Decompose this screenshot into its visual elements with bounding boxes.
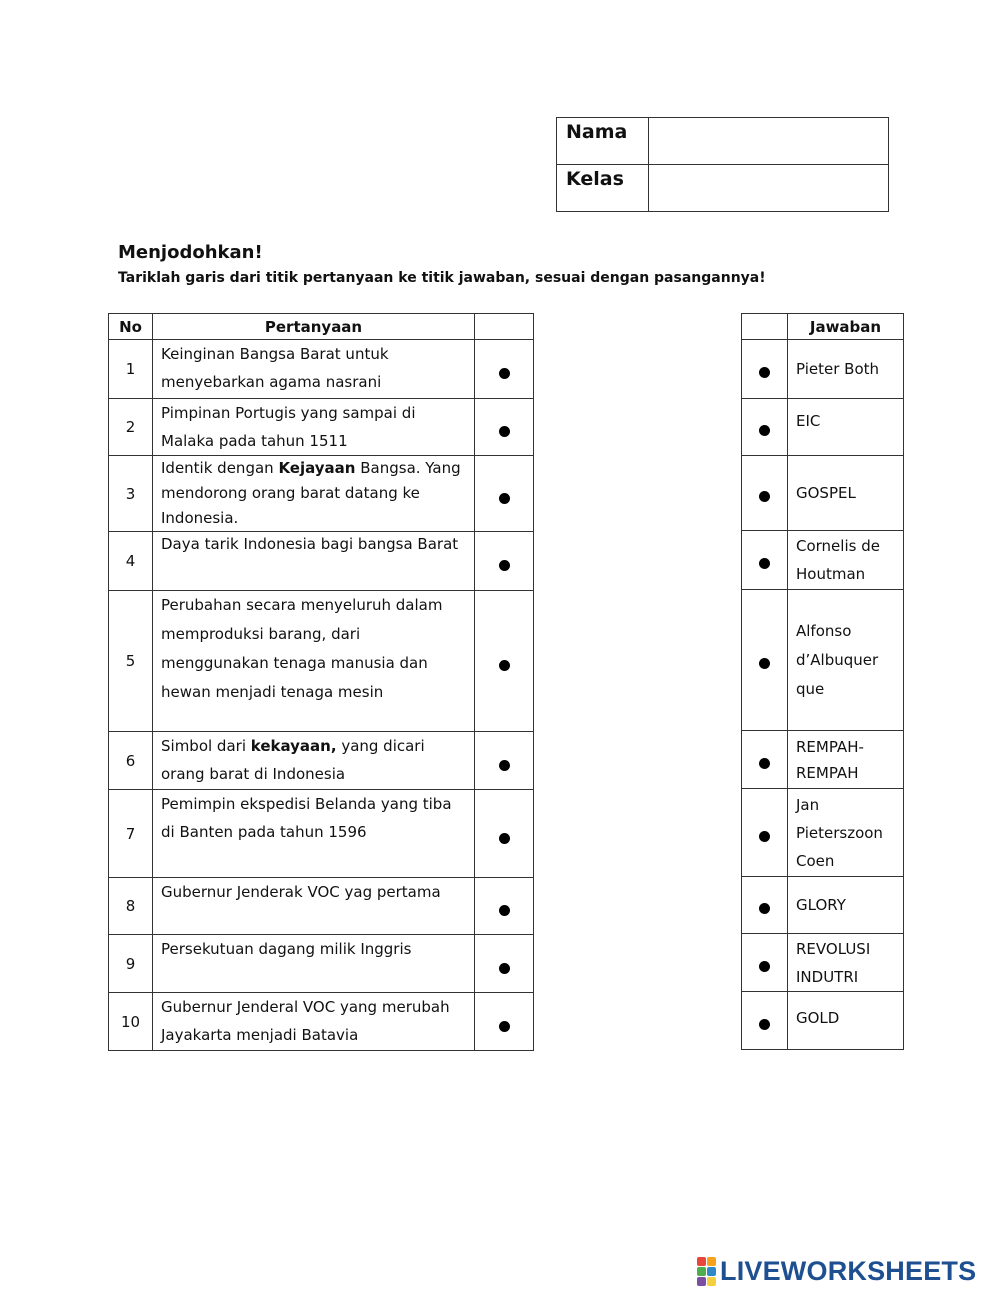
question-dot[interactable] [475,732,534,790]
question-text: Gubernur Jenderak VOC yag pertama [153,878,475,935]
answer-dot[interactable] [742,789,788,877]
question-dot[interactable] [475,456,534,532]
col-no-header: No [109,314,153,340]
question-number: 2 [109,399,153,456]
answer-dot[interactable] [742,992,788,1050]
question-text: Gubernur Jenderal VOC yang merubah Jayakarta menjadi Batavia [153,993,475,1051]
question-number: 3 [109,456,153,532]
answer-text: GOLD [788,992,904,1050]
connector-dot[interactable] [499,660,510,671]
question-table [108,313,534,1051]
worksheet-title: Menjodohkan! [118,242,263,263]
table-row [109,732,534,790]
logo-text: LIVEWORKSHEETS [720,1255,977,1286]
connector-dot[interactable] [499,426,510,437]
answer-text: GOSPEL [788,456,904,531]
question-number: 4 [109,532,153,591]
question-text: Identik dengan Kejayaan Bangsa. Yang mendorong orang barat datang ke Indonesia. [153,456,475,532]
question-number: 7 [109,790,153,878]
table-row [109,340,534,399]
question-dot[interactable] [475,993,534,1051]
connector-dot[interactable] [759,558,770,569]
question-dot[interactable] [475,878,534,935]
answer-dot[interactable] [742,590,788,731]
table-row [742,531,904,590]
table-row [109,591,534,732]
question-number: 6 [109,732,153,790]
connector-dot[interactable] [499,833,510,844]
connector-dot[interactable] [759,491,770,502]
table-row [742,456,904,531]
connector-dot[interactable] [759,961,770,972]
answer-dot[interactable] [742,731,788,789]
name-field[interactable] [649,118,889,165]
answer-dot[interactable] [742,934,788,992]
answer-dot[interactable] [742,399,788,456]
question-text: Persekutuan dagang milik Inggris [153,935,475,993]
table-row [742,731,904,789]
question-dot[interactable] [475,399,534,456]
connector-dot[interactable] [759,758,770,769]
logo-mark-icon [697,1257,716,1286]
connector-dot[interactable] [499,368,510,379]
table-row [742,992,904,1050]
question-text: Pemimpin ekspedisi Belanda yang tiba di Banten pada tahun 1596 [153,790,475,878]
table-row [742,934,904,992]
col-dot-header [742,314,788,340]
answer-text: Cornelis de Houtman [788,531,904,590]
question-text: Perubahan secara menyeluruh dalam memproduksi barang, dari menggunakan tenaga manusia dan hewan menjadi tenaga mesin [153,591,475,732]
answer-text: GLORY [788,877,904,934]
question-text: Keinginan Bangsa Barat untuk menyebarkan agama nasrani [153,340,475,399]
connector-dot[interactable] [759,425,770,436]
answer-dot[interactable] [742,877,788,934]
liveworksheets-logo [697,1256,976,1286]
question-dot[interactable] [475,935,534,993]
question-dot[interactable] [475,790,534,878]
question-dot[interactable] [475,532,534,591]
table-row [109,399,534,456]
connector-dot[interactable] [759,831,770,842]
answer-dot[interactable] [742,456,788,531]
question-dot[interactable] [475,591,534,732]
table-row [109,878,534,935]
answer-text: REMPAH-REMPAH [788,731,904,789]
connector-dot[interactable] [499,963,510,974]
connector-dot[interactable] [499,905,510,916]
table-row [109,935,534,993]
answer-text: EIC [788,399,904,456]
answer-text: Jan Pieterszoon Coen [788,789,904,877]
col-answer-header: Jawaban [788,314,904,340]
class-field[interactable] [649,165,889,212]
question-text: Pimpinan Portugis yang sampai di Malaka pada tahun 1511 [153,399,475,456]
table-row [742,590,904,731]
table-row [742,877,904,934]
question-number: 5 [109,591,153,732]
connector-dot[interactable] [759,1019,770,1030]
connector-dot[interactable] [499,760,510,771]
connector-dot[interactable] [499,560,510,571]
answer-table [741,313,904,1050]
answer-text: Alfonso d’Albuquer que [788,590,904,731]
connector-dot[interactable] [759,367,770,378]
question-text: Simbol dari kekayaan, yang dicari orang barat di Indonesia [153,732,475,790]
table-row [742,789,904,877]
table-row [109,532,534,591]
answer-text: REVOLUSI INDUTRI [788,934,904,992]
question-dot[interactable] [475,340,534,399]
answer-dot[interactable] [742,340,788,399]
table-row [742,340,904,399]
name-label: Nama [557,118,649,165]
answer-dot[interactable] [742,531,788,590]
connector-dot[interactable] [759,658,770,669]
connector-dot[interactable] [759,903,770,914]
connector-dot[interactable] [499,1021,510,1032]
col-dot-header [475,314,534,340]
answer-text: Pieter Both [788,340,904,399]
question-text: Daya tarik Indonesia bagi bangsa Barat [153,532,475,591]
table-row [109,456,534,532]
question-number: 9 [109,935,153,993]
connector-dot[interactable] [499,493,510,504]
col-question-header: Pertanyaan [153,314,475,340]
table-row [109,790,534,878]
student-info-box [556,117,889,212]
class-label: Kelas [557,165,649,212]
question-number: 1 [109,340,153,399]
question-number: 10 [109,993,153,1051]
question-number: 8 [109,878,153,935]
table-row [742,399,904,456]
worksheet-instruction: Tariklah garis dari titik pertanyaan ke titik jawaban, sesuai dengan pasangannya! [118,270,766,286]
table-row [109,993,534,1051]
